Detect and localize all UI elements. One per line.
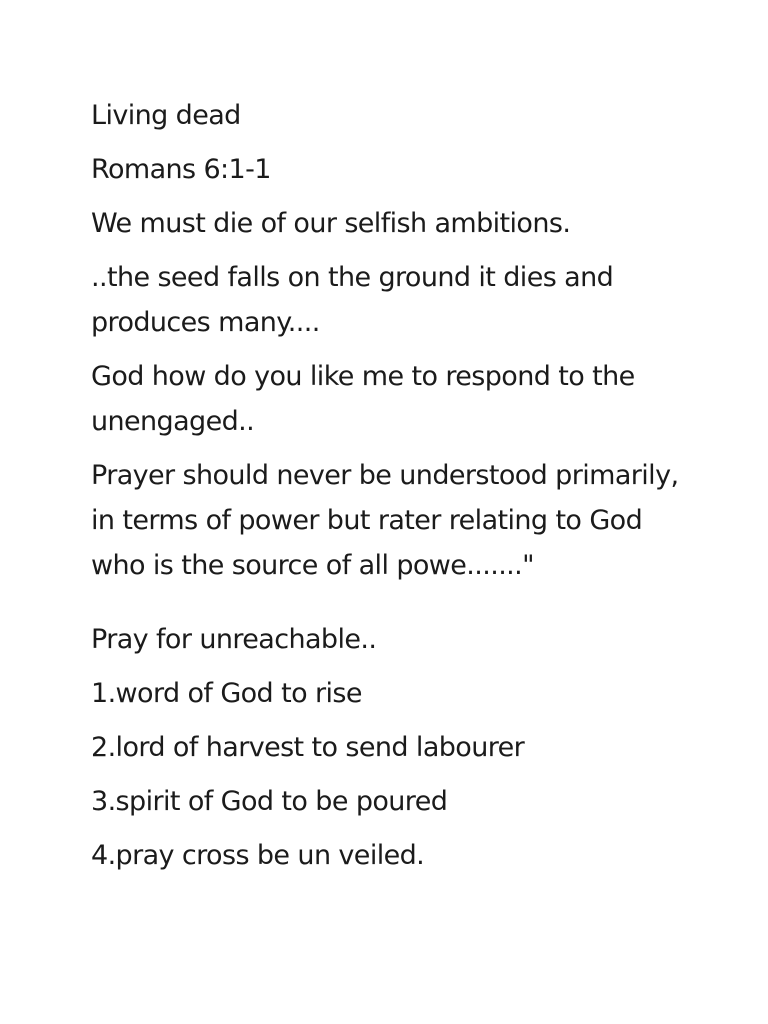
list-item: 2.lord of harvest to send labourer <box>91 732 525 763</box>
scripture-reference: Romans 6:1-1 <box>91 154 271 185</box>
list-item: 3.spirit of God to be poured <box>91 786 448 817</box>
paragraph: We must die of our selfish ambitions. <box>91 208 571 239</box>
list-heading: Pray for unreachable.. <box>91 624 377 655</box>
list-item: 4.pray cross be un veiled. <box>91 840 425 871</box>
paragraph: Prayer should never be understood primarily, in terms of power but rater relating to God who is the source of all powe......." <box>91 460 679 581</box>
paragraph: God how do you like me to respond to the unengaged.. <box>91 361 635 437</box>
list-item: 1.word of God to rise <box>91 678 362 709</box>
document-body <box>91 93 691 878</box>
document-title: Living dead <box>91 100 241 131</box>
paragraph: ..the seed falls on the ground it dies and produces many.... <box>91 262 614 338</box>
